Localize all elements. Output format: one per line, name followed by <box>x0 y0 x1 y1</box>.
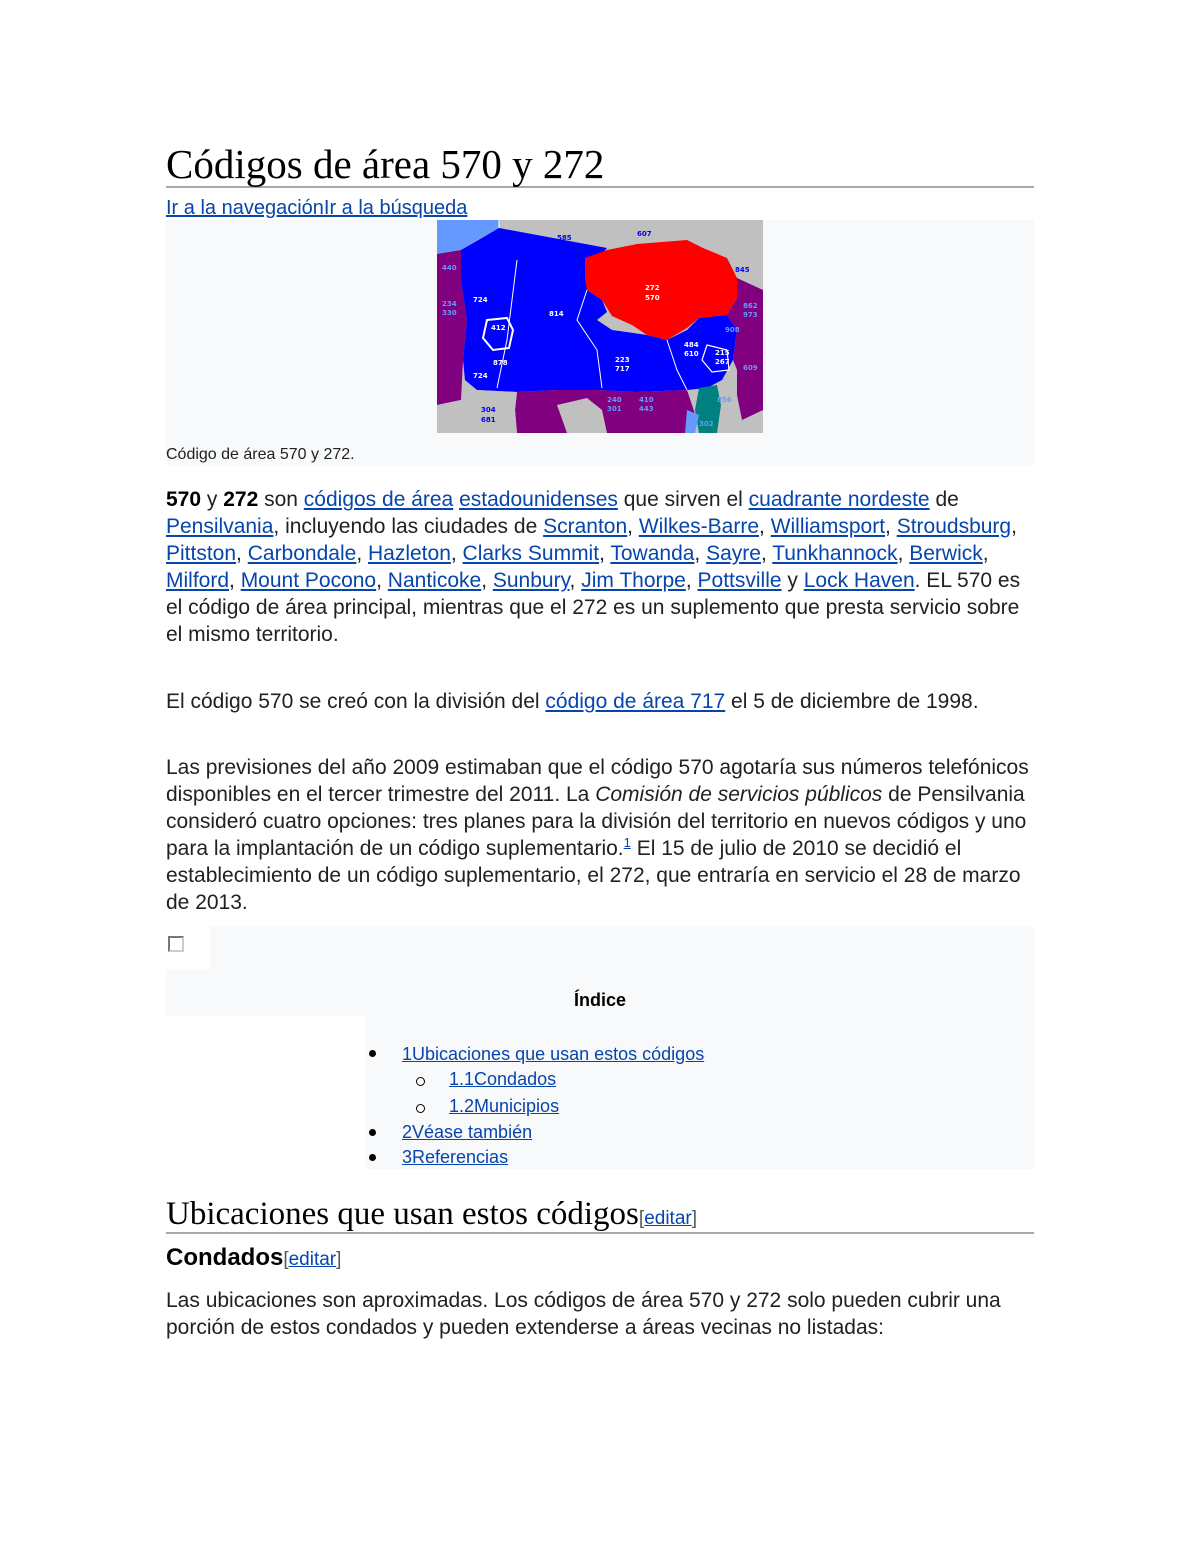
toc-title: Índice <box>573 990 626 1010</box>
map-label: 412 <box>491 324 506 332</box>
map-label: 856 <box>717 396 732 404</box>
map-label: 240 <box>607 396 622 404</box>
sub-bullet <box>416 1104 425 1113</box>
edit-section-link[interactable]: [editar] <box>638 1208 697 1229</box>
map-label: 716 <box>519 234 534 242</box>
link-pittston[interactable]: Pittston <box>166 542 237 565</box>
link-wilkes-barre[interactable]: Wilkes-Barre <box>638 515 760 538</box>
map-label: 973 <box>743 311 758 319</box>
link-mount-pocono[interactable]: Mount Pocono <box>240 569 377 592</box>
map-label: 724 <box>473 296 488 304</box>
map-label: 609 <box>743 364 758 372</box>
map-label: 272 <box>645 284 660 292</box>
jump-to-search-link[interactable]: Ir a la búsqueda <box>323 197 468 219</box>
link-sayre[interactable]: Sayre <box>706 542 761 565</box>
bullet <box>369 1154 376 1161</box>
link-berwick[interactable]: Berwick <box>909 542 983 565</box>
link-towanda[interactable]: Towanda <box>610 542 695 565</box>
toc-spacer <box>166 1016 366 1169</box>
map-label: 304 <box>481 406 496 414</box>
link-pensilvania[interactable]: Pensilvania <box>166 515 274 538</box>
toc-item-2[interactable]: 2Véase también <box>402 1122 533 1142</box>
link-pottsville[interactable]: Pottsville <box>697 569 782 592</box>
map-label: 681 <box>481 416 496 424</box>
map-label: 862 <box>743 302 758 310</box>
map-label: 908 <box>725 326 740 334</box>
map-label: 301 <box>607 405 622 413</box>
link-codigos-de-area[interactable]: códigos de área <box>303 488 454 511</box>
bullet <box>369 1050 376 1057</box>
bold-272: 272 <box>223 488 259 511</box>
map-label: 570 <box>645 294 660 302</box>
link-tunkhannock[interactable]: Tunkhannock <box>772 542 898 565</box>
link-clarks-summit[interactable]: Clarks Summit <box>462 542 600 565</box>
link-jim-thorpe[interactable]: Jim Thorpe <box>581 569 686 592</box>
link-estadounidenses[interactable]: estadounidenses <box>459 488 618 511</box>
link-milford[interactable]: Milford <box>166 569 230 592</box>
map-label: 724 <box>473 372 488 380</box>
toc-item-1-1[interactable]: 1.1Condados <box>449 1069 557 1089</box>
link-carbondale[interactable]: Carbondale <box>247 542 357 565</box>
edit-subsection-link[interactable]: [editar] <box>283 1249 342 1270</box>
link-scranton[interactable]: Scranton <box>543 515 628 538</box>
map-label: 717 <box>615 365 630 373</box>
link-stroudsburg[interactable]: Stroudsburg <box>896 515 1012 538</box>
map-label: 267 <box>715 358 730 366</box>
toc-item-3[interactable]: 3Referencias <box>402 1147 509 1167</box>
link-hazleton[interactable]: Hazleton <box>367 542 451 565</box>
map-label: 878 <box>493 359 508 367</box>
map-label: 234 <box>442 300 457 308</box>
section-heading-ubicaciones: Ubicaciones que usan estos códigos[editar] <box>166 1192 1034 1234</box>
jump-links <box>166 194 467 222</box>
map-label: 330 <box>442 309 457 317</box>
map-label: 440 <box>442 264 457 272</box>
page-title: Códigos de área 570 y 272 <box>166 138 1034 188</box>
toc-toggle-checkbox[interactable] <box>168 936 184 952</box>
jump-to-navigation-link[interactable]: Ir a la navegación <box>166 197 324 219</box>
forecast-paragraph: Las previsiones del año 2009 estimaban que el código 570 agotaría sus números telefónicos disponibles en el tercer trimestre del 2011. La Comisión de servicios públicos de Pensilvania consideró cuatro opciones: tres planes para la división del territorio en nuevos códigos y uno para la implantación de un código suplementario.$^1$ El 15 de julio de 2010 se decidió el establecimiento de un código suplementario, el 272, que entraría en servicio el 28 de marzo de 2013. <box>166 756 1029 914</box>
map-label: 607 <box>637 230 652 238</box>
history-paragraph: El código 570 se creó con la división del código de área 717 el 5 de diciembre de 1998. <box>166 690 979 713</box>
map-caption: Código de área 570 y 272. <box>166 446 355 463</box>
toc-item-1[interactable]: 1Ubicaciones que usan estos códigos <box>402 1044 705 1064</box>
italic-comision: Comisión de servicios públicos <box>595 783 883 806</box>
toc-item-1-2[interactable]: 1.2Municipios <box>449 1096 560 1116</box>
map-label: 484 <box>684 341 699 349</box>
map-label: 443 <box>639 405 654 413</box>
link-cuadrante-nordeste[interactable]: cuadrante nordeste <box>748 488 930 511</box>
link-codigo-717[interactable]: código de área 717 <box>545 690 726 713</box>
link-sunbury[interactable]: Sunbury <box>492 569 570 592</box>
map-thumbnail <box>166 220 1034 466</box>
bold-570: 570 <box>166 488 202 511</box>
map-label: 610 <box>684 350 699 358</box>
sub-bullet <box>416 1077 425 1086</box>
link-nanticoke[interactable]: Nanticoke <box>387 569 482 592</box>
map-label: 845 <box>735 266 750 274</box>
toc-toggle-area <box>166 926 210 970</box>
subsection-heading-condados: Condados[editar] <box>166 1244 342 1271</box>
map-label: 215 <box>715 349 730 357</box>
map-label: 814 <box>549 310 564 318</box>
link-williamsport[interactable]: Williamsport <box>770 515 886 538</box>
map-label: 410 <box>639 396 654 404</box>
locations-paragraph: Las ubicaciones son aproximadas. Los códigos de área 570 y 272 solo pueden cubrir una porción de estos condados y pueden extenderse a áreas vecinas no listadas: <box>166 1289 1001 1339</box>
table-of-contents <box>166 926 1034 1169</box>
area-code-map[interactable] <box>437 220 763 433</box>
reference-link-1[interactable]: 1 <box>623 835 631 850</box>
map-label: 302 <box>699 420 714 428</box>
bullet <box>369 1129 376 1136</box>
intro-paragraph: 570 y 272 son códigos de área estadounidenses que sirven el cuadrante nordeste de Pensilvania, incluyendo las ciudades de Scranton, Wilkes-Barre, Williamsport, Stroudsburg, Pittston, Carbondale, Hazleton, Clarks Summit, Towanda, Sayre, Tunkhannock, Berwick, Milford, Mount Pocono, Nanticoke, Sunbury, Jim Thorpe, Pottsville y Lock Haven. EL 570 es el código de área principal, mientras que el 272 es un suplemento que presta servicio sobre el mismo territorio. <box>166 488 1021 646</box>
maryland-region <box>515 390 697 433</box>
link-lock-haven[interactable]: Lock Haven <box>803 569 915 592</box>
map-label: 223 <box>615 356 630 364</box>
map-label: 585 <box>557 234 572 242</box>
